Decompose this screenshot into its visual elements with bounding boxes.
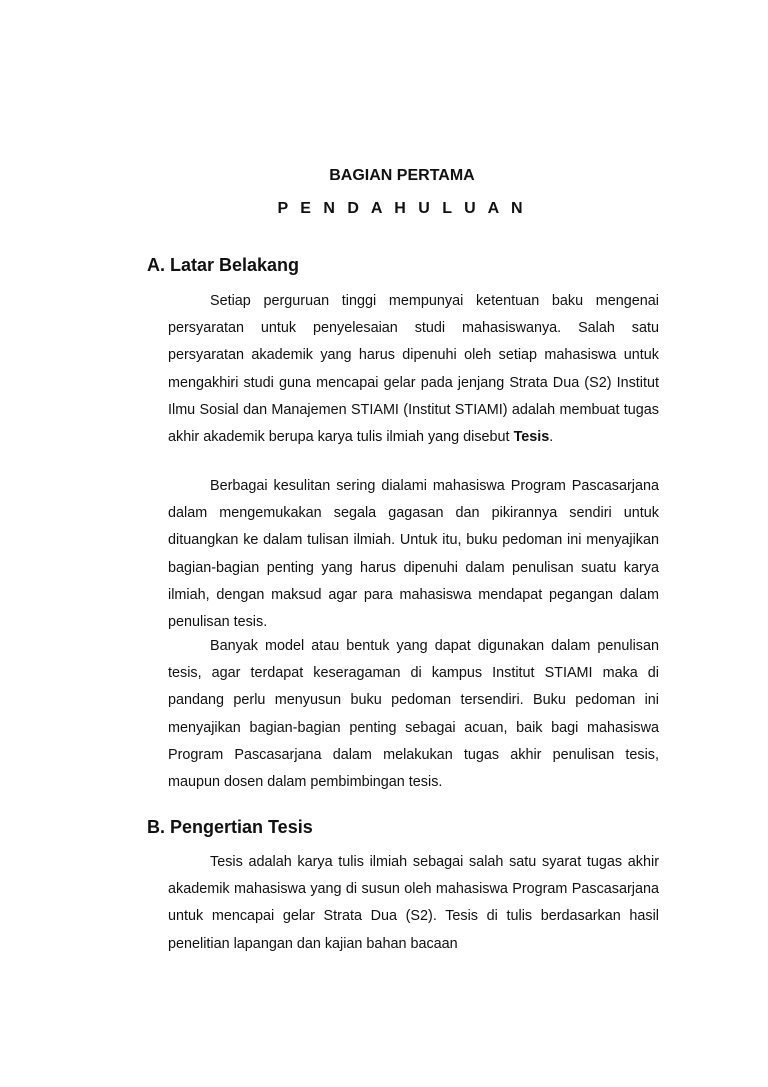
chapter-subtitle: P E N D A H U L U A N [277, 200, 527, 217]
bold-term: Tesis [513, 429, 550, 446]
paragraph: Tesis adalah karya tulis ilmiah sebagai salah satu syarat tugas akhir akademik mahasiswa yang di susun oleh mahasiswa Program Pascasarjana untuk mencapai gelar Strata Dua (S2). Tesis di tulis berdasarkan hasil penelitian lapangan dan kajian bahan bacaan [168, 854, 659, 952]
paragraph: Berbagai kesulitan sering dialami mahasiswa Program Pascasarjana dalam mengemukakan segala gagasan dan pikirannya sendiri untuk dituangkan ke dalam tulisan ilmiah. Untuk itu, buku pedoman ini menyajikan bagian-bagian penting yang harus dipenuhi dalam penulisan suatu karya ilmiah, dengan maksud agar para mahasiswa mendapat pegangan dalam penulisan tesis. [168, 478, 659, 631]
chapter-title: BAGIAN PERTAMA [329, 167, 475, 184]
paragraph [168, 288, 659, 451]
paragraph-text: Setiap perguruan tinggi mempunyai ketentuan baku mengenai persyaratan untuk penyelesaian studi mahasiswanya. Salah satu persyaratan akademik yang harus dipenuhi oleh setiap mahasiswa untuk mengakhiri studi guna mencapai gelar pada jenjang Strata Dua (S2) Institut Ilmu Sosial dan Manajemen STIAMI (Institut STIAMI) adalah membuat tugas akhir akademik berupa karya tulis ilmiah yang disebut [168, 293, 659, 446]
paragraph-text-end: . [549, 429, 554, 446]
section-heading-pengertian-tesis: B. Pengertian Tesis [147, 817, 313, 837]
section-heading-latar-belakang: A. Latar Belakang [147, 255, 300, 275]
paragraph: Banyak model atau bentuk yang dapat digunakan dalam penulisan tesis, agar terdapat keseragaman di kampus Institut STIAMI maka di pandang perlu menyusun buku pedoman tersendiri. Buku pedoman ini menyajikan bagian-bagian penting sebagai acuan, baik bagi mahasiswa Program Pascasarjana dalam melakukan tugas akhir penulisan tesis, maupun dosen dalam pembimbingan tesis. [168, 638, 659, 791]
